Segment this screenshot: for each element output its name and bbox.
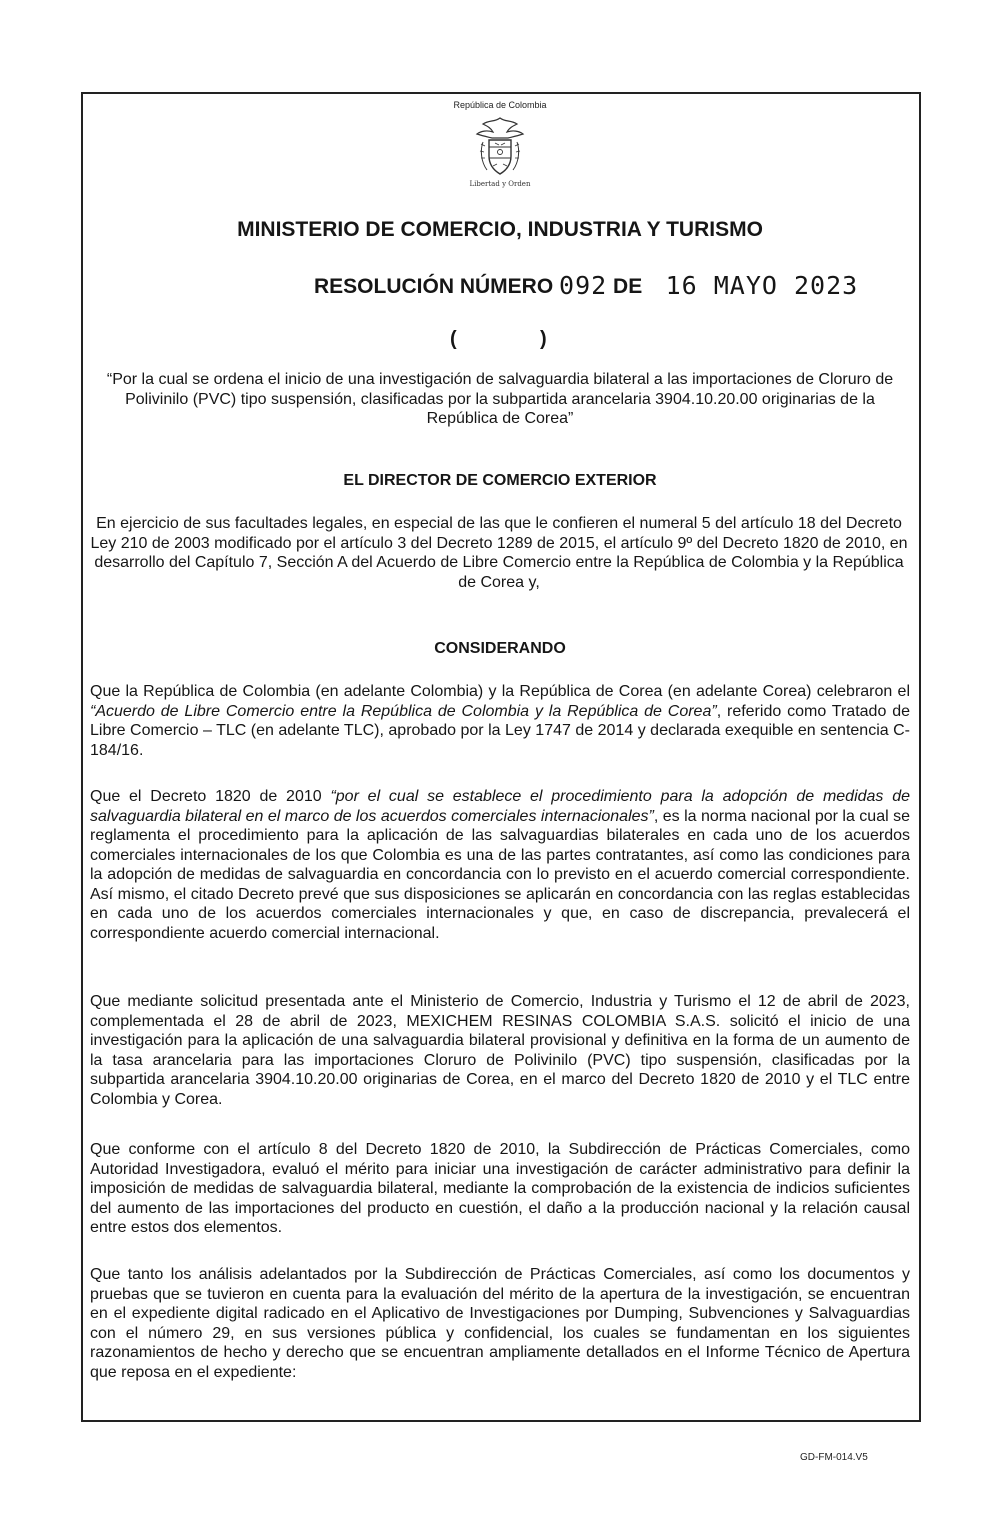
national-motto: Libertad y Orden bbox=[469, 180, 531, 188]
resolution-de: DE bbox=[613, 275, 643, 298]
paren-close: ) bbox=[540, 328, 547, 350]
considerando-heading: CONSIDERANDO bbox=[434, 640, 566, 657]
resolution-number: 092 bbox=[559, 271, 608, 300]
paragraph-2-text-a: Que el Decreto 1820 de 2010 bbox=[90, 788, 331, 805]
paragraph-1-text-a: Que la República de Colombia (en adelante Colombia) y la República de Corea (en adelante Corea) celebraron el bbox=[90, 683, 910, 700]
paragraph-2-quote: “por el cual se establece el procedimiento para la adopción de medidas de salvaguardia bilateral en el marco de los acuerdos comerciales internacionales” bbox=[90, 788, 910, 825]
paragraph-1-quote: “Acuerdo de Libre Comercio entre la República de Colombia y la República de Corea” bbox=[90, 702, 717, 720]
paragraph-4: Que conforme con el artículo 8 del Decreto 1820 de 2010, la Subdirección de Prácticas Comerciales, como Autoridad Investigadora, evaluó el mérito para iniciar una investigación de carácter administrativo para definir la imposición de medidas de salvaguardia bilateral, mediante la comprobación de la existencia de indicios suficientes del aumento de las importaciones del producto en cuestión, el daño a la producción nacional y la relación causal entre estos dos elementos. bbox=[90, 1141, 910, 1236]
resolution-label: RESOLUCIÓN NÚMERO bbox=[314, 275, 554, 298]
director-heading: EL DIRECTOR DE COMERCIO EXTERIOR bbox=[343, 472, 657, 489]
paren-open: ( bbox=[450, 328, 457, 350]
resolution-line bbox=[314, 270, 858, 299]
paragraph-3: Que mediante solicitud presentada ante el Ministerio de Comercio, Industria y Turismo el 12 de abril de 2023, complementada el 28 de abril de 2023, MEXICHEM RESINAS COLOMBIA S.A.S. solicitó el inicio de una investigación para la aplicación de una salvaguardia bilateral provisional y definitiva en la forma de un aumento de la tasa arancelaria para las importaciones Cloruro de Polivinilo (PVC) tipo suspensión, clasificadas por la subpartida arancelaria 3904.10.20.00 originarias de Corea, en el marco del Decreto 1820 de 2010 y el TLC entre Colombia y Corea. bbox=[90, 993, 910, 1108]
ministry-title: MINISTERIO DE COMERCIO, INDUSTRIA Y TURISMO bbox=[237, 218, 763, 241]
preamble-paragraph: En ejercicio de sus facultades legales, en especial de las que le confieren el numeral 5 del artículo 18 del Decreto Ley 210 de 2003 modificado por el artículo 3 del Decreto 1289 de 2015, el artículo 9º del Decreto 1820 de 2010, en desarrollo del Capítulo 7, Sección A del Acuerdo de Libre Comercio entre la República de Colombia y la República de Corea y, bbox=[90, 515, 908, 591]
paragraph-2 bbox=[90, 787, 910, 943]
paragraph-1-text-b: , referido como Tratado de Libre Comercio – TLC (en adelante TLC), aprobado por la Ley 1747 de 2014 y declarada exequible en sentencia C-184/16. bbox=[90, 702, 910, 759]
resolution-date: 16 MAYO 2023 bbox=[665, 271, 859, 300]
paragraph-2-text-b: , es la norma nacional por la cual se reglamenta el procedimiento para la aplicación de las salvaguardias bilaterales en cada uno de los acuerdos comerciales internacionales de los que Colombia es una de las partes contratantes, así como las condiciones para la adopción de medidas de salvaguardia en concordancia con lo previsto en el acuerdo comercial correspondiente. Así mismo, el citado Decreto prevé que sus disposiciones se aplicarán en concordancia con las reglas establecidas en cada uno de los acuerdos comerciales internacionales y que, en caso de discrepancia, prevalecerá el correspondiente acuerdo comercial internacional. bbox=[90, 807, 910, 942]
paragraph-5: Que tanto los análisis adelantados por la Subdirección de Prácticas Comerciales, así como los documentos y pruebas que se tuvieron en cuenta para la evaluación del mérito de la apertura de la investigación, se encuentran en el expediente digital radicado en el Aplicativo de Investigaciones por Dumping, Subvenciones y Salvaguardias con el número 29, en sus versiones pública y confidencial, los cuales se fundamentan en los siguientes razonamientos de hecho y derecho que se encuentran ampliamente detallados en el Informe Técnico de Apertura que reposa en el expediente: bbox=[90, 1266, 910, 1381]
country-name: República de Colombia bbox=[453, 100, 547, 110]
form-code: GD-FM-014.V5 bbox=[800, 1452, 868, 1463]
resolution-subject: “Por la cual se ordena el inicio de una investigación de salvaguardia bilateral a las importaciones de Cloruro de Polivinilo (PVC) tipo suspensión, clasificadas por la subpartida arancelaria 3904.10.20.00 originarias de la República de Corea” bbox=[106, 371, 894, 427]
paragraph-1 bbox=[90, 682, 910, 760]
coat-of-arms-icon bbox=[475, 116, 525, 178]
